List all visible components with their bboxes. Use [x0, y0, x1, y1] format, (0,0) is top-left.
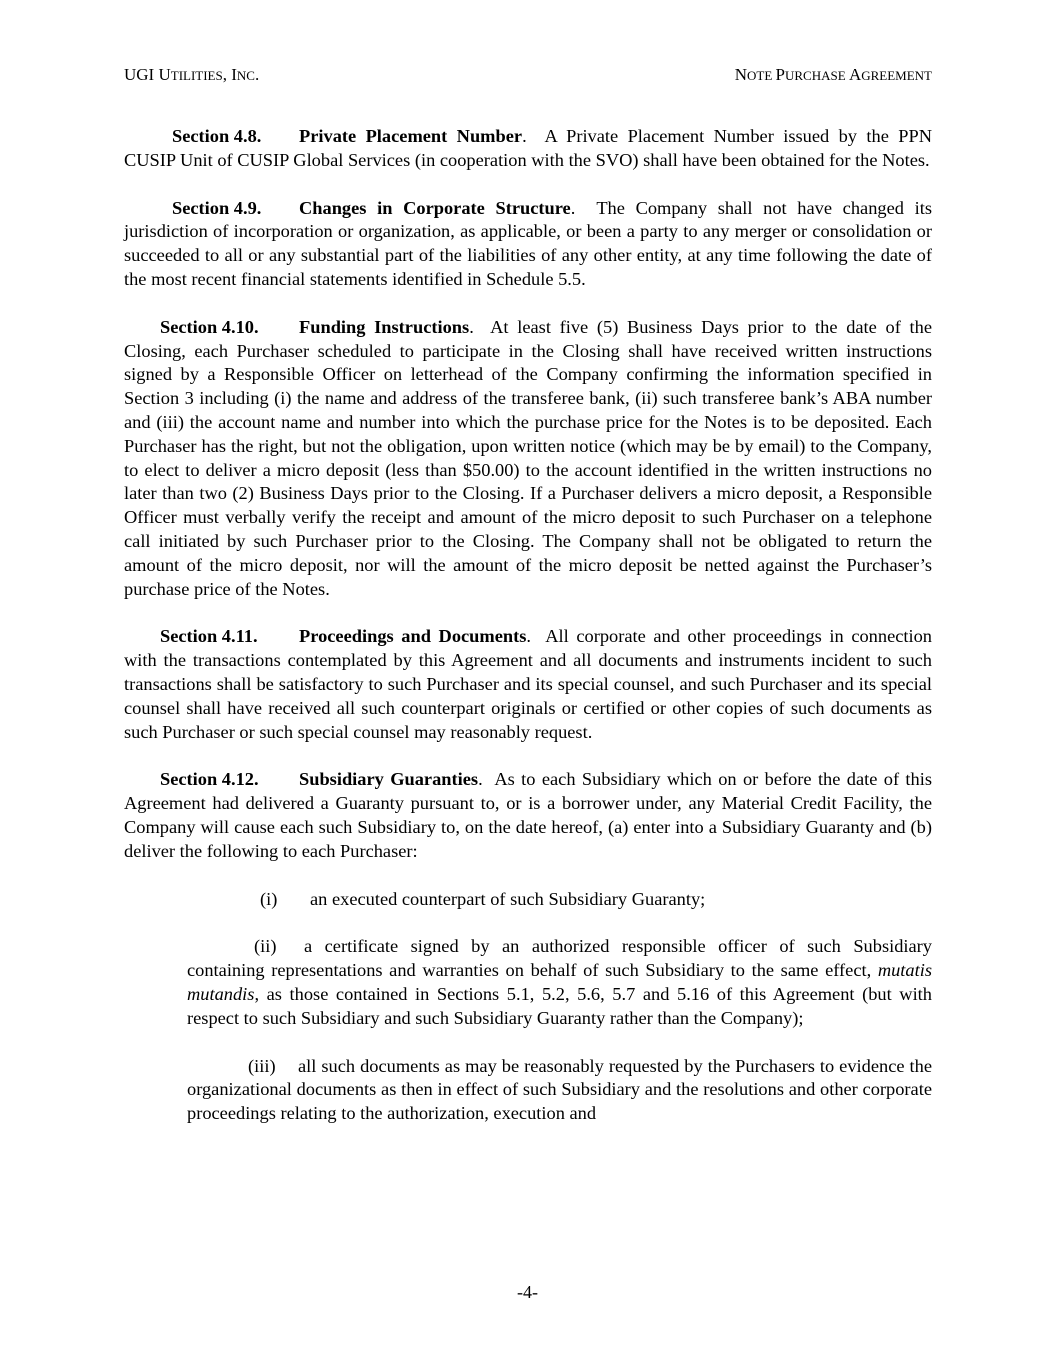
document-body [124, 125, 932, 1150]
list-item-i [187, 888, 932, 912]
section-text: As to each Subsidiary which on or before the date of this Agreement had delivered a Guaranty pursuant to, or is a borrower under, any Material Credit Facility, the Company will cause each such Subsidiary to, on the date hereof, (a) enter into a Subsidiary Guaranty and (b) deliver the following to each Purchaser: [124, 769, 933, 861]
section-title: Funding Instructions [299, 316, 470, 337]
section-4-11: Section 4.11. Proceedings and Documents. All corporate and other proceedings in connection with the transactions contemplated by this Agreement and all documents and instruments incident to such transactions shall be satisfactory to such Purchaser and its special counsel, and such Purchaser and its special counsel shall have received all such counterpart originals or certified or other copies of such documents as such Purchaser or such special counsel may reasonably request. [124, 626, 933, 742]
header-document-title: NOTE PURCHASE AGREEMENT [734, 65, 932, 84]
section-4-10: Section 4.10. Funding Instructions. At least five (5) Business Days prior to the date of the Closing, each Purchaser scheduled to participate in the Closing shall have received written instructions signed by a Responsible Officer on letterhead of the Company confirming the information specified in Section 3 including (i) the name and address of the transferee bank, (ii) such transferee bank’s ABA number and (iii) the account name and number into which the purchase price for the Notes is to be deposited. Each Purchaser has the right, but not the obligation, upon written notice (which may be by email) to the Company, to elect to deliver a micro deposit (less than $50.00) to the account identified in the written instructions no later than two (2) Business Days prior to the Closing. If a Purchaser delivers a micro deposit, a Responsible Officer must verbally verify the receipt and amount of the micro deposit to such Purchaser on a telephone call initiated by such Purchaser prior to the Closing. The Company shall not be obligated to return the amount of the micro deposit, nor will the amount of the micro deposit be netted against the Purchaser’s purchase price of the Notes. [124, 316, 932, 599]
item-label: (iii) [248, 1055, 276, 1076]
section-4-9: Section 4.9. Changes in Corporate Structure. The Company shall not have changed its jurisdiction of incorporation or organization, as applicable, or been a party to any merger or consolidation or succeeded to all or any substantial part of the liabilities of any other entity, at any time following the date of the most recent financial statements identified in Schedule 5.5. [124, 197, 932, 289]
item-label: (ii) [254, 936, 277, 957]
section-4-12: Section 4.12. Subsidiary Guaranties. As to each Subsidiary which on or before the date of this Agreement had delivered a Guaranty pursuant to, or is a borrower under, any Material Credit Facility, the Company will cause each such Subsidiary to, on the date hereof, (a) enter into a Subsidiary Guaranty and (b) deliver the following to each Purchaser: [124, 769, 933, 861]
item-text-continued: , as those contained in Sections 5.1, 5.2, 5.6, 5.7 and 5.16 of this Agreement (but with respect to such Subsidiary and such Subsidiary Guaranty rather than the Company); [187, 983, 932, 1028]
section-text: At least five (5) Business Days prior to the date of the Closing, each Purchaser scheduled to participate in the Closing shall have received written instructions signed by a Responsible Officer on letterhead of the Company confirming the information specified in Section 3 including (i) the name and address of the transferee bank, (ii) such transferee bank’s ABA number and (iii) the account name and number into which the purchase price for the Notes is to be deposited. Each Purchaser has the right, but not the obligation, upon written notice (which may be by email) to the Company, to elect to deliver a micro deposit (less than $50.00) to the account identified in the written instructions no later than two (2) Business Days prior to the Closing. If a Purchaser delivers a micro deposit, a Responsible Officer must verbally verify the receipt and amount of the micro deposit to such Purchaser on a telephone call initiated by such Purchaser prior to the Closing. The Company shall not be obligated to return the amount of the micro deposit, nor will the amount of the micro deposit be netted against the Purchaser’s purchase price of the Notes. [124, 316, 932, 599]
section-title: Changes in Corporate Structure [299, 197, 571, 218]
list-item-ii [187, 935, 932, 1030]
section-title: Subsidiary Guaranties [299, 769, 479, 790]
section-number: Section 4.12. [160, 769, 259, 790]
item-text: all such documents as may be reasonably requested by the Purchasers to evidence the organizational documents as then in effect of such Subsidiary and the resolutions and other corporate proceedings relating to the authorization, execution and [187, 1055, 932, 1124]
section-4-8: Section 4.8. Private Placement Number. A Private Placement Number issued by the PPN CUSIP Unit of CUSIP Global Services (in cooperation with the SVO) shall have been obtained for the Notes. [124, 126, 932, 170]
section-number: Section 4.9. [172, 197, 262, 218]
section-number: Section 4.10. [160, 316, 259, 337]
item-text-italic: mutatis mutandis [187, 960, 932, 1004]
list-item-iii [187, 1055, 932, 1126]
section-title: Proceedings and Documents [299, 626, 527, 647]
section-text: A Private Placement Number issued by the PPN CUSIP Unit of CUSIP Global Services (in cooperation with the SVO) shall have been obtained for the Notes. [124, 126, 932, 170]
section-text: The Company shall not have changed its jurisdiction of incorporation or organization, as applicable, or been a party to any merger or consolidation or succeeded to all or any substantial part of the liabilities of any other entity, at any time following the date of the most recent financial statements identified in Schedule 5.5. [124, 197, 932, 289]
header-company-name: UGI UTILITIES, INC. [124, 65, 260, 84]
item-text: an executed counterpart of such Subsidiary Guaranty; [310, 888, 706, 909]
item-label: (i) [260, 888, 278, 909]
item-text: a certificate signed by an authorized responsible officer of such Subsidiary containing representations and warranties on behalf of such Subsidiary to the same effect, [187, 936, 932, 981]
page-number: -4- [517, 1282, 538, 1302]
section-number: Section 4.11. [160, 626, 258, 647]
section-title: Private Placement Number [299, 126, 523, 146]
section-text: All corporate and other proceedings in connection with the transactions contemplated by this Agreement and all documents and instruments incident to such transactions shall be satisfactory to such Purchaser and its special counsel, and such Purchaser and its special counsel shall have received all such counterpart originals or certified or other copies of such documents as such Purchaser or such special counsel may reasonably request. [124, 626, 933, 742]
section-number: Section 4.8. [172, 126, 262, 146]
page-header [124, 64, 932, 87]
